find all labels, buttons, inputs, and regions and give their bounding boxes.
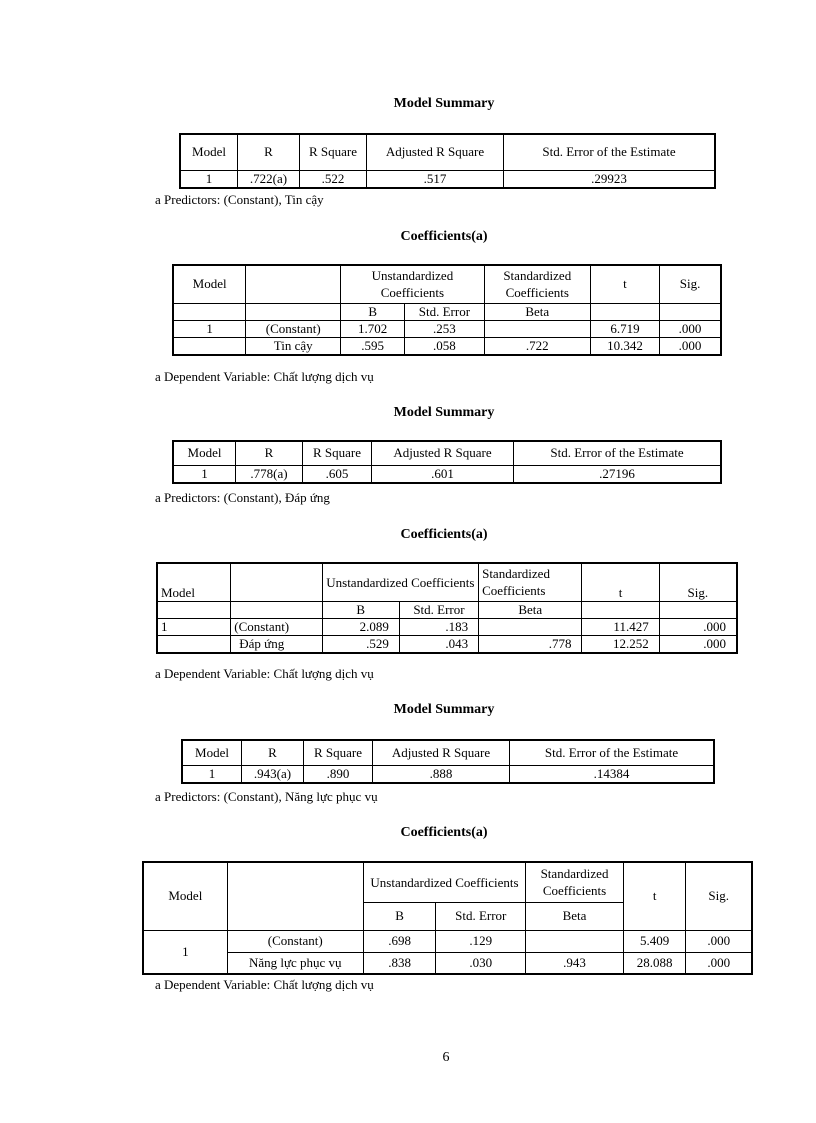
table-row	[157, 635, 737, 653]
col-header-model: Model	[173, 265, 246, 303]
predictors-note-1: a Predictors: (Constant), Tin cậy	[155, 192, 324, 207]
col-header-standardized: Standardized Coefficients	[484, 265, 590, 303]
coefficients-title-2: Coefficients(a)	[400, 527, 488, 542]
model-summary-title-3: Model Summary	[393, 702, 495, 717]
predictors-note-3: a Predictors: (Constant), Năng lực phục vụ	[155, 789, 378, 804]
col-header-sig: Sig.	[660, 265, 721, 303]
cell-model	[173, 337, 246, 355]
model-summary-table-2	[172, 440, 722, 484]
col-header-r-square: R Square	[303, 441, 372, 465]
col-header-r-square: R Square	[300, 134, 367, 170]
col-header-std-error: Std. Error of the Estimate	[510, 740, 715, 765]
model-summary-table-3	[181, 739, 715, 784]
col-header-model: Model	[182, 740, 242, 765]
col-header-t: t	[623, 862, 686, 930]
cell-b: .529	[322, 635, 399, 653]
col-header-b: B	[363, 902, 436, 930]
page-number: 6	[442, 1050, 450, 1065]
model-summary-title-1: Model Summary	[393, 96, 495, 111]
col-header-std-error: Std. Error	[399, 601, 478, 618]
coefficients-title-1: Coefficients(a)	[400, 229, 488, 244]
dependent-variable-note-2: a Dependent Variable: Chất lượng dịch vụ	[155, 666, 374, 681]
col-header-blank	[227, 862, 363, 930]
cell-adj-r-square: .517	[367, 170, 504, 188]
cell-model: 1	[182, 765, 242, 783]
col-header-r: R	[242, 740, 304, 765]
cell-model: 1	[173, 320, 246, 337]
col-header-blank	[231, 563, 322, 601]
blank-cell	[659, 601, 737, 618]
cell-sig: .000	[686, 952, 752, 974]
col-header-beta: Beta	[526, 902, 624, 930]
cell-t: 6.719	[590, 320, 659, 337]
col-header-unstandardized: Unstandardized Coefficients	[341, 265, 484, 303]
table-row	[173, 337, 721, 355]
cell-model: 1	[173, 465, 236, 483]
cell-sig: .000	[686, 930, 752, 952]
cell-model: 1	[157, 618, 231, 635]
cell-variable: (Constant)	[231, 618, 322, 635]
col-header-adj-r-square: Adjusted R Square	[367, 134, 504, 170]
blank-cell	[246, 303, 341, 320]
cell-t: 28.088	[623, 952, 686, 974]
model-summary-title-2: Model Summary	[393, 405, 495, 420]
coefficients-table-3	[142, 861, 753, 975]
col-header-t: t	[582, 563, 659, 601]
cell-r: .778(a)	[236, 465, 303, 483]
blank-cell	[231, 601, 322, 618]
col-header-standardized: Standardized Coefficients	[526, 862, 624, 902]
col-header-std-error: Std. Error of the Estimate	[514, 441, 722, 465]
col-header-b: B	[322, 601, 399, 618]
cell-b: 1.702	[341, 320, 405, 337]
cell-model	[157, 635, 231, 653]
cell-b: 2.089	[322, 618, 399, 635]
cell-model: 1	[180, 170, 238, 188]
blank-cell	[173, 303, 246, 320]
cell-std-error: .14384	[510, 765, 715, 783]
blank-cell	[582, 601, 659, 618]
cell-beta: .943	[526, 952, 624, 974]
cell-std-error: .030	[436, 952, 526, 974]
cell-adj-r-square: .601	[372, 465, 514, 483]
col-header-blank	[246, 265, 341, 303]
cell-r-square: .890	[304, 765, 373, 783]
blank-cell	[157, 601, 231, 618]
col-header-unstandardized: Unstandardized Coefficients	[363, 862, 525, 902]
col-header-sig: Sig.	[686, 862, 752, 930]
cell-sig: .000	[660, 337, 721, 355]
dependent-variable-note-1: a Dependent Variable: Chất lượng dịch vụ	[155, 369, 374, 384]
col-header-b: B	[341, 303, 405, 320]
col-header-std-error: Std. Error	[405, 303, 484, 320]
blank-cell	[660, 303, 721, 320]
cell-r-square: .522	[300, 170, 367, 188]
cell-b: .838	[363, 952, 436, 974]
col-header-std-error: Std. Error	[436, 902, 526, 930]
cell-variable: Đáp ứng	[231, 635, 322, 653]
cell-variable: (Constant)	[246, 320, 341, 337]
cell-t: 10.342	[590, 337, 659, 355]
cell-r-square: .605	[303, 465, 372, 483]
cell-std-error: .29923	[504, 170, 716, 188]
table-row	[143, 930, 752, 952]
cell-beta	[484, 320, 590, 337]
cell-sig: .000	[659, 635, 737, 653]
cell-beta	[526, 930, 624, 952]
col-header-sig: Sig.	[659, 563, 737, 601]
col-header-model: Model	[143, 862, 227, 930]
predictors-note-2: a Predictors: (Constant), Đáp ứng	[155, 490, 330, 505]
col-header-model: Model	[180, 134, 238, 170]
cell-variable: Năng lực phục vụ	[227, 952, 363, 974]
cell-r: .943(a)	[242, 765, 304, 783]
cell-std-error: .183	[399, 618, 478, 635]
dependent-variable-note-3: a Dependent Variable: Chất lượng dịch vụ	[155, 977, 374, 992]
col-header-beta: Beta	[479, 601, 582, 618]
cell-std-error: .058	[405, 337, 484, 355]
cell-t: 12.252	[582, 635, 659, 653]
coefficients-table-1	[172, 264, 722, 356]
col-header-r: R	[236, 441, 303, 465]
col-header-std-error: Std. Error of the Estimate	[504, 134, 716, 170]
cell-variable: (Constant)	[227, 930, 363, 952]
col-header-adj-r-square: Adjusted R Square	[373, 740, 510, 765]
cell-t: 5.409	[623, 930, 686, 952]
cell-std-error: .27196	[514, 465, 722, 483]
cell-adj-r-square: .888	[373, 765, 510, 783]
cell-model: 1	[143, 930, 227, 974]
col-header-beta: Beta	[484, 303, 590, 320]
cell-r: .722(a)	[238, 170, 300, 188]
cell-variable: Tin cậy	[246, 337, 341, 355]
col-header-t: t	[590, 265, 659, 303]
table-row	[173, 320, 721, 337]
coefficients-table-2	[156, 562, 738, 654]
col-header-adj-r-square: Adjusted R Square	[372, 441, 514, 465]
blank-cell	[590, 303, 659, 320]
cell-std-error: .129	[436, 930, 526, 952]
col-header-r: R	[238, 134, 300, 170]
table-row	[157, 618, 737, 635]
col-header-unstandardized: Unstandardized Coefficients	[322, 563, 479, 601]
cell-beta: .778	[479, 635, 582, 653]
cell-beta	[479, 618, 582, 635]
cell-sig: .000	[660, 320, 721, 337]
col-header-model: Model	[173, 441, 236, 465]
cell-std-error: .253	[405, 320, 484, 337]
col-header-model: Model	[157, 563, 231, 601]
coefficients-title-3: Coefficients(a)	[400, 825, 488, 840]
table-row	[143, 952, 752, 974]
cell-t: 11.427	[582, 618, 659, 635]
col-header-r-square: R Square	[304, 740, 373, 765]
cell-beta: .722	[484, 337, 590, 355]
cell-sig: .000	[659, 618, 737, 635]
cell-b: .595	[341, 337, 405, 355]
model-summary-table-1	[179, 133, 716, 189]
col-header-standardized: Standardized Coefficients	[479, 563, 582, 601]
cell-std-error: .043	[399, 635, 478, 653]
cell-b: .698	[363, 930, 436, 952]
